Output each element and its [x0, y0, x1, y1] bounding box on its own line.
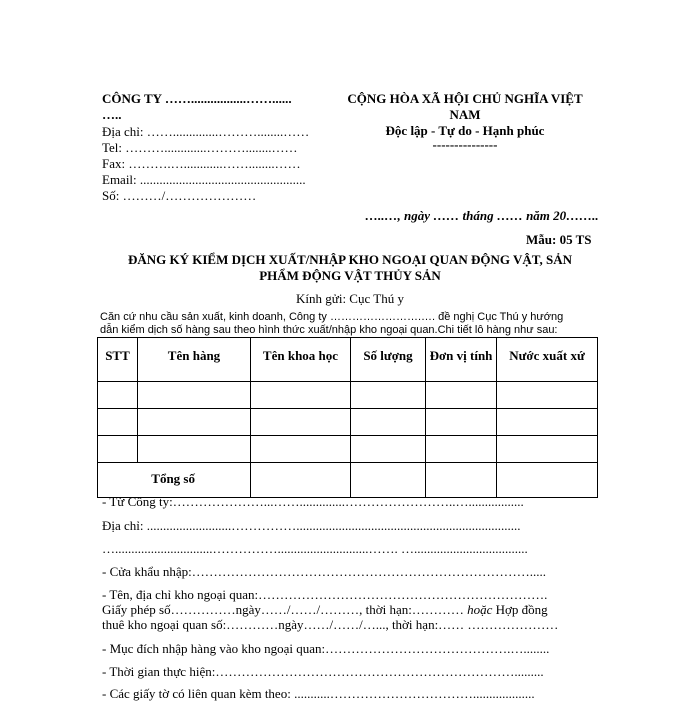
table-cell[interactable]	[98, 409, 138, 436]
table-cell[interactable]	[426, 382, 497, 409]
company-name-continuation: …..	[102, 107, 122, 122]
table-cell[interactable]	[426, 463, 497, 498]
header-unit: Đơn vị tính	[426, 338, 497, 382]
document-number: Số: ………/…………………	[102, 188, 257, 203]
warehouse-field[interactable]: - Tên, địa chỉ kho ngoại quan:………………………………………………………….	[102, 587, 548, 602]
permit-number-field[interactable]: Giấy phép số……………ngày……/……/………, thời hạn:…………	[102, 602, 464, 617]
import-gate-field[interactable]: - Cửa khẩu nhập:…………………………………………………………………….....	[102, 564, 546, 579]
table-row	[98, 409, 598, 436]
table-cell[interactable]	[497, 409, 598, 436]
table-cell[interactable]	[251, 436, 351, 463]
table-cell[interactable]	[497, 436, 598, 463]
total-label: Tổng số	[98, 463, 251, 498]
table-cell[interactable]	[497, 463, 598, 498]
title-line1: ĐĂNG KÝ KIỂM DỊCH XUẤT/NHẬP KHO NGOẠI QUAN ĐỘNG VẬT, SẢN	[127, 252, 573, 267]
table-row	[98, 436, 598, 463]
documents-field[interactable]: - Các giấy tờ có liên quan kèm theo: ...........……………………………...................	[102, 686, 535, 701]
table-cell[interactable]	[138, 382, 251, 409]
company-name-line: CÔNG TY …….................……......	[102, 91, 292, 106]
table-cell[interactable]	[251, 463, 351, 498]
header-product-name: Tên hàng	[138, 338, 251, 382]
date-line: …..…, ngày …… tháng …… năm 20……..	[365, 208, 599, 223]
company-fax: Fax: ……….…............……........……	[102, 156, 301, 171]
form-code: Mẫu: 05 TS	[526, 232, 592, 247]
title-line2: PHẨM ĐỘNG VẬT THỦY SẢN	[259, 268, 441, 283]
table-cell[interactable]	[98, 382, 138, 409]
header-quantity: Số lượng	[351, 338, 426, 382]
national-motto: Độc lập - Tự do - Hạnh phúc	[385, 123, 545, 138]
table-cell[interactable]	[138, 409, 251, 436]
table-cell[interactable]	[251, 409, 351, 436]
table-row	[98, 382, 598, 409]
address-field[interactable]: Địa chỉ: ..........................…………….....................................................................	[102, 518, 521, 533]
header-origin-country: Nước xuất xứ	[497, 338, 598, 382]
national-name-line2: NAM	[449, 107, 481, 122]
table-cell[interactable]	[351, 463, 426, 498]
header-stt: STT	[98, 338, 138, 382]
address-field-continuation[interactable]: …..............................……………............................……. …...................................	[102, 541, 528, 556]
table-cell[interactable]	[426, 409, 497, 436]
from-company-field[interactable]: - Từ Công ty:…………………...……..............……………………..….................	[102, 494, 524, 509]
goods-table	[97, 337, 598, 498]
table-total-row	[98, 463, 598, 498]
lease-contract-field[interactable]: thuê kho ngoại quan số:…………ngày……/……/…..., thời hạn:…… …………………	[102, 617, 559, 632]
table-cell[interactable]	[426, 436, 497, 463]
intro-line2: dẫn kiểm dịch số hàng sau theo hình thức xuất/nhập kho ngoại quan.Chi tiết lô hàng như sau:	[100, 324, 558, 336]
purpose-field[interactable]: - Mục đích nhập hàng vào kho ngoại quan:…………………………………….…........	[102, 641, 550, 656]
table-cell[interactable]	[98, 436, 138, 463]
national-name-line1: CỘNG HÒA XÃ HỘI CHỦ NGHĨA VIỆT	[347, 91, 583, 106]
table-cell[interactable]	[351, 382, 426, 409]
table-cell[interactable]	[351, 436, 426, 463]
intro-line1: Căn cứ nhu cầu sản xuất, kinh doanh, Công ty …………………….…. đề nghị Cục Thú y hướng	[100, 311, 564, 323]
permit-or-label: hoặc	[467, 602, 493, 617]
permit-line[interactable]	[102, 602, 548, 618]
company-email: Email: ...................................................	[102, 172, 306, 187]
table-cell[interactable]	[351, 409, 426, 436]
company-tel: Tel: ……….............………........……	[102, 140, 298, 155]
recipient: Kính gửi: Cục Thú y	[296, 291, 404, 306]
table-cell[interactable]	[138, 436, 251, 463]
table-cell[interactable]	[251, 382, 351, 409]
company-address: Địa chỉ: ……..............………........……	[102, 124, 310, 139]
table-cell[interactable]	[497, 382, 598, 409]
header-scientific-name: Tên khoa học	[251, 338, 351, 382]
lease-contract-label: Hợp đồng	[495, 602, 548, 617]
time-field[interactable]: - Thời gian thực hiện:…………………………………………………………….........	[102, 664, 544, 679]
motto-divider: ---------------	[432, 137, 498, 152]
table-header-row	[98, 338, 598, 382]
